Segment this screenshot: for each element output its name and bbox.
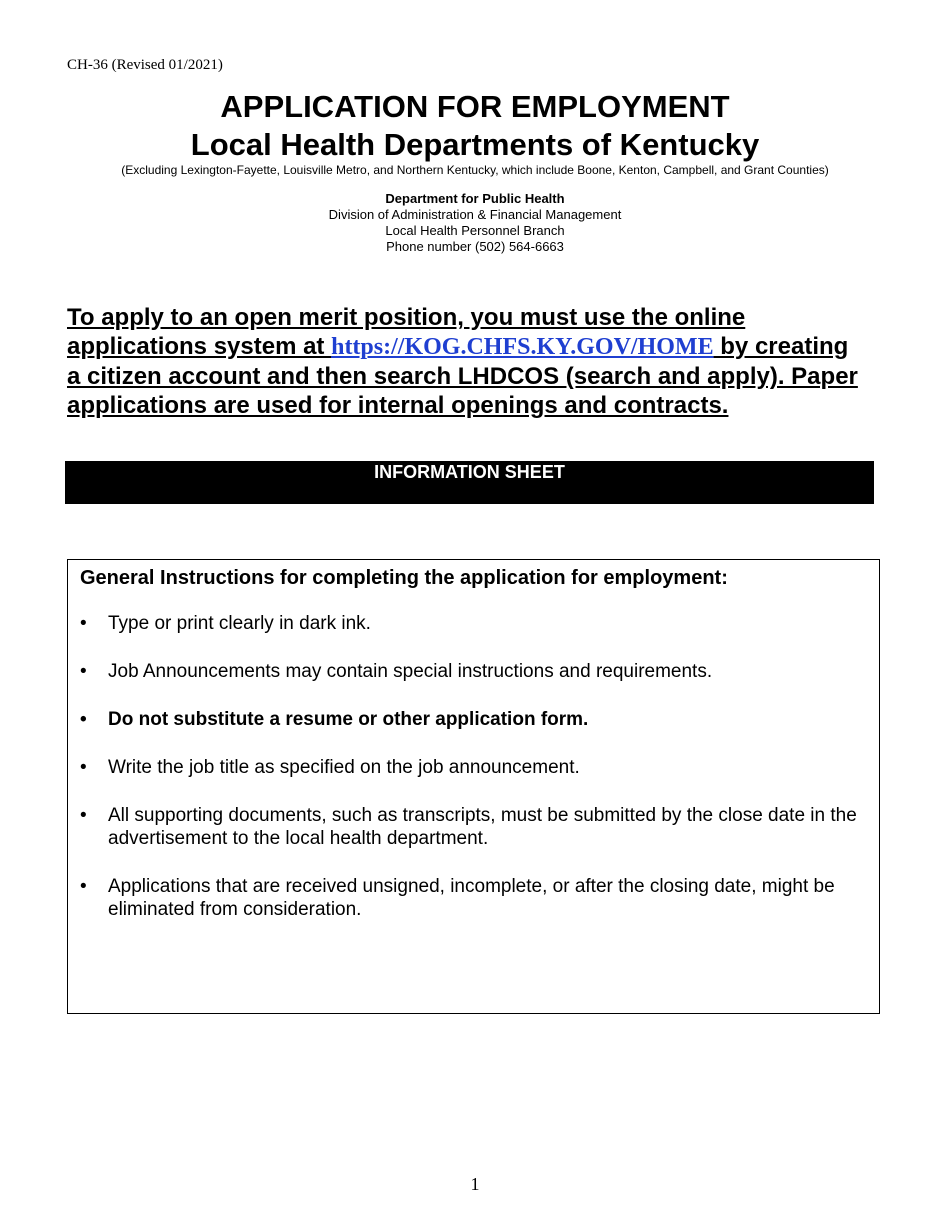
bullet-icon: • xyxy=(80,805,87,826)
page-title: APPLICATION FOR EMPLOYMENT xyxy=(220,89,730,124)
bullet-icon: • xyxy=(80,661,87,682)
notice-text-before: To apply to an open merit position, you must use the online applications system at xyxy=(67,304,746,360)
instructions-title: General Instructions for completing the application for employment: xyxy=(80,567,728,589)
information-sheet-bar xyxy=(65,461,874,504)
list-item: • Do not substitute a resume or other application form. xyxy=(80,709,589,730)
bullet-icon: • xyxy=(80,709,87,730)
list-item: • Applications that are received unsigned, incomplete, or after the closing date, might be eliminated from consideration. xyxy=(80,876,835,920)
list-item: • Write the job title as specified on the job announcement. xyxy=(80,757,580,778)
list-item: • Job Announcements may contain special instructions and requirements. xyxy=(80,661,713,682)
department-branch: Local Health Personnel Branch xyxy=(385,223,565,238)
page-number: 1 xyxy=(470,1174,480,1194)
instructions-box xyxy=(67,559,880,1014)
bullet-icon: • xyxy=(80,876,87,897)
instructions-list xyxy=(80,612,870,946)
form-code: CH-36 (Revised 01/2021) xyxy=(67,57,223,73)
department-division: Division of Administration & Financial Management xyxy=(328,207,622,222)
page-subtitle: Local Health Departments of Kentucky xyxy=(190,127,760,162)
department-phone: Phone number (502) 564-6663 xyxy=(386,239,564,254)
list-item: • Type or print clearly in dark ink. xyxy=(80,613,371,634)
department-name: Department for Public Health xyxy=(385,191,565,206)
notice-text-after: by creating a citizen account and then search LHDCOS (search and apply). Paper applications are used for internal openings and contracts. xyxy=(67,333,858,419)
kog-link[interactable]: https://KOG.CHFS.KY.GOV/HOME xyxy=(331,334,714,360)
department-block xyxy=(0,191,950,255)
list-item: • All supporting documents, such as transcripts, must be submitted by the close date in the advertisement to the local health department. xyxy=(80,805,857,849)
information-sheet-heading: INFORMATION SHEET xyxy=(374,462,565,482)
bullet-icon: • xyxy=(80,613,87,634)
exclusion-note: (Excluding Lexington-Fayette, Louisville Metro, and Northern Kentucky, which include Boone, Kenton, Campbell, and Grant Counties) xyxy=(121,163,829,177)
bullet-icon: • xyxy=(80,757,87,778)
online-application-notice xyxy=(67,303,867,420)
